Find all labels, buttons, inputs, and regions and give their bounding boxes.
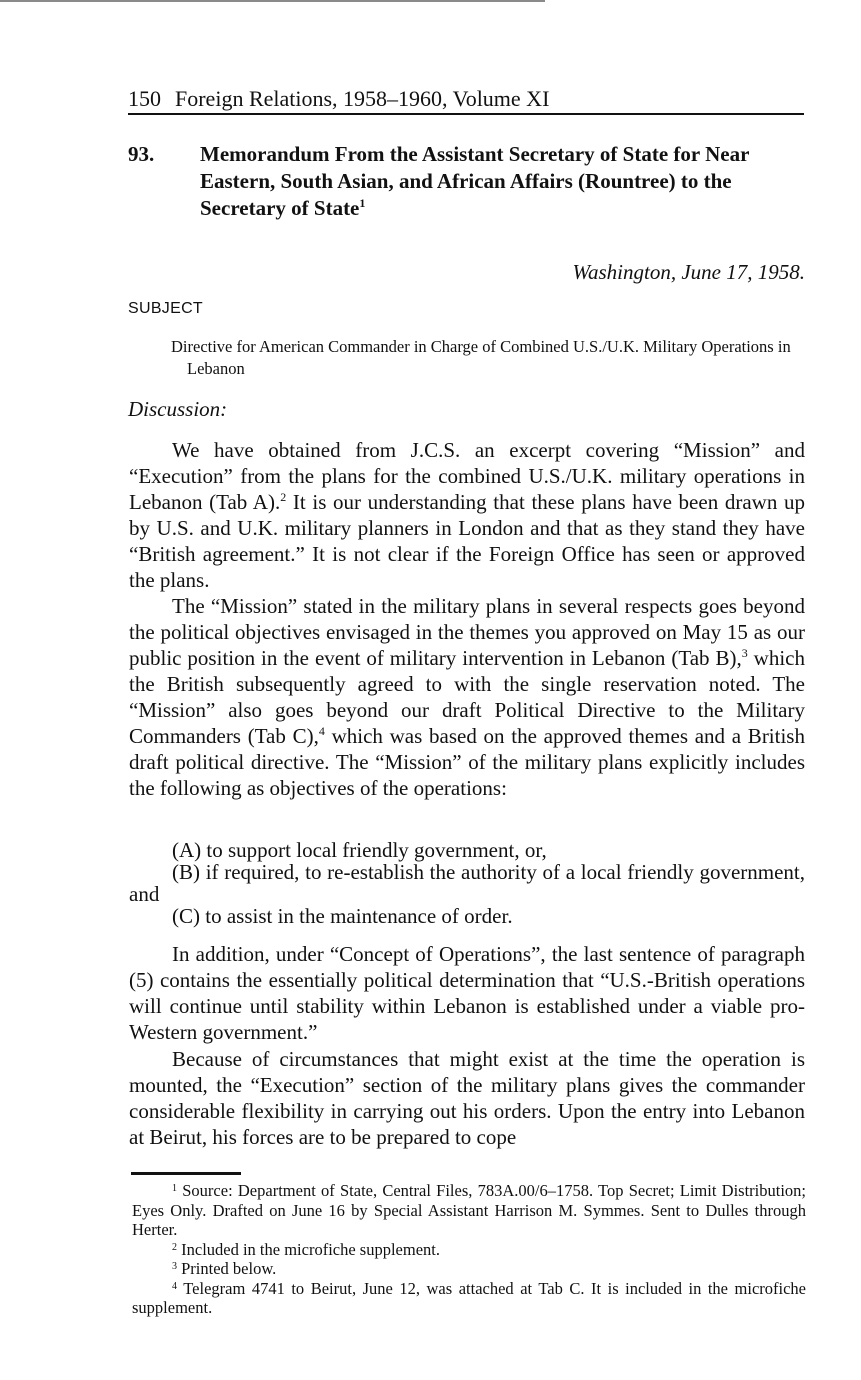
footnote-mark: 3 (172, 1261, 177, 1272)
footnote (132, 1279, 806, 1318)
footnote (132, 1181, 806, 1240)
paragraph-2-text-a: The “Mission” stated in the military plans in several respects goes beyond the political objectives envisaged in the themes you approved on May 15 as our public position in the event of military intervention in Lebanon (Tab B), (129, 594, 805, 670)
footnote-mark: 1 (172, 1183, 177, 1194)
page-number: 150 (128, 86, 161, 111)
list-item: (B) if required, to re-establish the authority of a local friendly government, and (129, 860, 805, 906)
footnote-text: Included in the microfiche supplement. (181, 1239, 441, 1259)
document-title-text: Memorandum From the Assistant Secretary of State for Near Eastern, South Asian, and African Affairs (Rountree) to the Secretary of State (200, 142, 750, 220)
footnote-text: Source: Department of State, Central Files, 783A.00/6–1758. Top Secret; Limit Distribution; Eyes Only. Drafted on June 16 by Special Assistant Harrison M. Symmes. Sent to Dulles through Herter. (132, 1181, 807, 1239)
list-item: (C) to assist in the maintenance of order. (172, 904, 513, 928)
footnote-mark: 4 (172, 1280, 177, 1292)
document-title (200, 141, 805, 222)
paragraph-4: Because of circumstances that might exist at the time the operation is mounted, the “Execution” section of the military plans gives the commander considerable flexibility in carrying out his orders. Upon the entry into Lebanon at Beirut, his forces are to be prepared to cope (129, 1047, 805, 1149)
footnote (132, 1240, 806, 1260)
paragraph-1 (129, 437, 805, 593)
objectives-list (129, 839, 805, 927)
footnote-mark: 2 (172, 1241, 177, 1253)
list-item: (A) to support local friendly government, or, (172, 838, 547, 862)
subject-text: Directive for American Commander in Charge of Combined U.S./U.K. Military Operations in Lebanon (171, 337, 791, 378)
footnotes (132, 1181, 806, 1318)
footnote-ref-1: 1 (359, 196, 366, 210)
place-date: Washington, June 17, 1958. (572, 260, 805, 284)
paragraph-2-text-b: which the British subsequently agreed to with the single reservation noted. The “Mission” also goes beyond our draft Political Directive to the Military Commanders (Tab C), (129, 646, 806, 748)
footnote-ref-3: 3 (741, 646, 748, 660)
footnote-divider (131, 1172, 241, 1175)
paragraph-1-text-b: It is our understanding that these plans have been drawn up by U.S. and U.K. military planners in London and that as they stand they have “British agreement.” It is not clear if the Foreign Office has seen or approved the plans. (129, 490, 805, 592)
footnote-ref-4: 4 (318, 724, 325, 738)
paragraph-2-text-c: which was based on the approved themes and a British draft political directive. The “Mission” of the military plans explicitly includes the following as objectives of the operations: (129, 724, 805, 800)
footnote (132, 1259, 806, 1279)
discussion-label: Discussion: (128, 397, 228, 421)
paragraph-2 (129, 593, 805, 801)
footnote-ref-2: 2 (280, 490, 287, 504)
paragraph-1-text-a: We have obtained from J.C.S. an excerpt covering “Mission” and “Execution” from the plans for the combined U.S./U.K. military operations in Lebanon (Tab A). (129, 438, 805, 514)
volume-title: Foreign Relations, 1958–1960, Volume XI (175, 86, 550, 111)
footnote-text: Printed below. (181, 1259, 277, 1278)
scan-top-edge (0, 0, 545, 2)
footnote-text: Telegram 4741 to Beirut, June 12, was attached at Tab C. It is included in the microfiche supplement. (132, 1278, 806, 1317)
subject-label: SUBJECT (128, 300, 203, 317)
document-number: 93. (128, 142, 155, 166)
paragraph-3: In addition, under “Concept of Operations”, the last sentence of paragraph (5) contains the essentially political determination that “U.S.-British operations will continue until stability within Lebanon is established under a viable pro-Western government.” (129, 942, 805, 1044)
running-head (128, 86, 804, 115)
